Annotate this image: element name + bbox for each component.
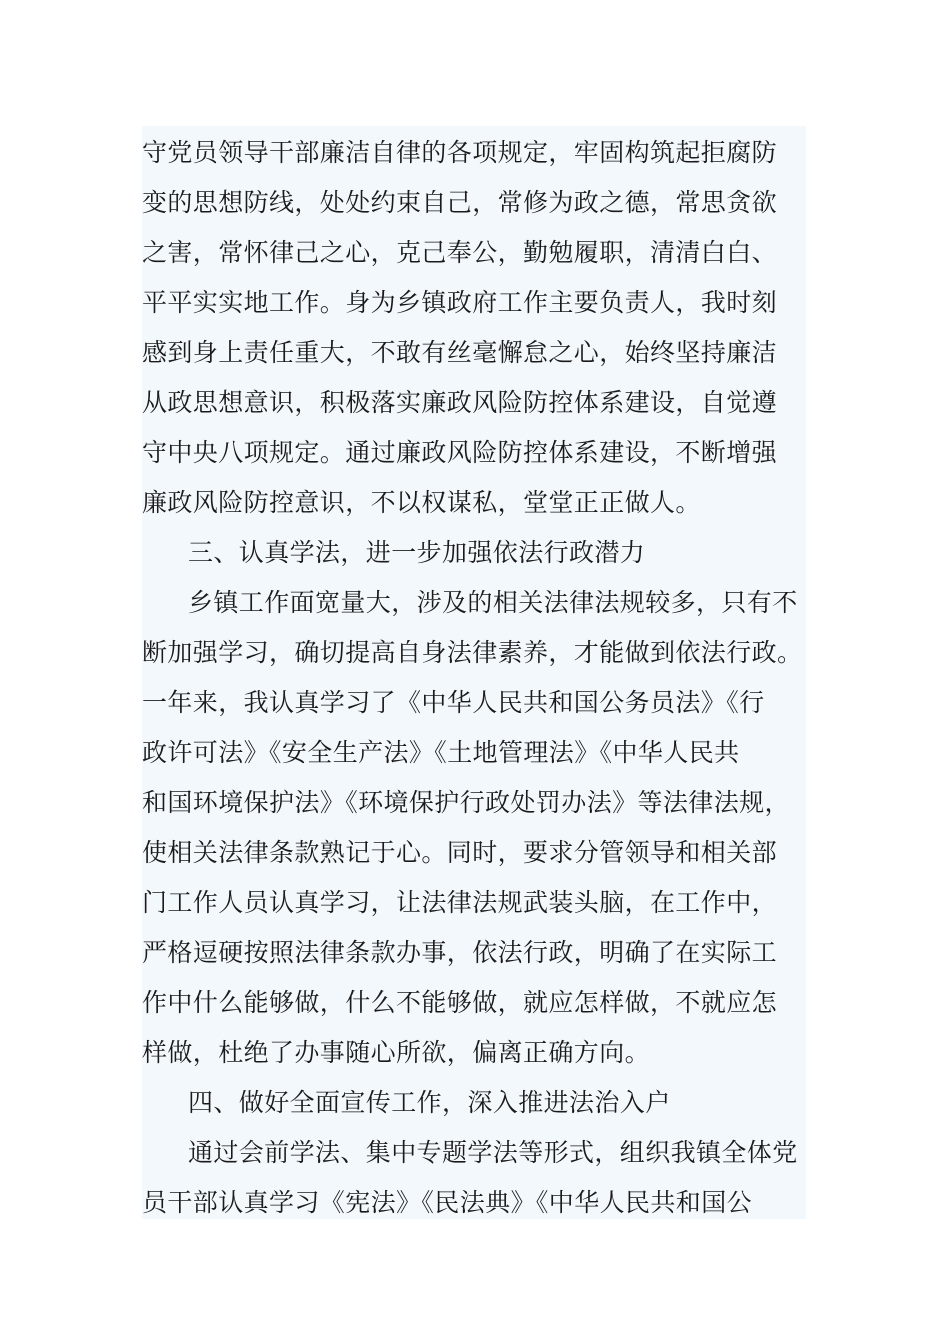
text-line: 乡镇工作面宽量大，涉及的相关法律法规较多，只有不 bbox=[188, 588, 798, 617]
text-line: 门工作人员认真学习，让法律法规武装头脑，在工作中， bbox=[142, 888, 778, 917]
text-line: 平平实实地工作。身为乡镇政府工作主要负责人，我时刻 bbox=[142, 288, 778, 317]
text-line: 一年来，我认真学习了《中华人民共和国公务员法》《行 bbox=[142, 688, 765, 717]
text-line: 廉政风险防控意识，不以权谋私，堂堂正正做人。 bbox=[142, 488, 701, 517]
text-line: 从政思想意识，积极落实廉政风险防控体系建设，自觉遵 bbox=[142, 388, 778, 417]
text-line: 守党员领导干部廉洁自律的各项规定，牢固构筑起拒腐防 bbox=[142, 138, 778, 167]
section-heading: 三、认真学法，进一步加强依法行政潜力 bbox=[188, 538, 646, 567]
text-line: 之害，常怀律己之心，克己奉公，勤勉履职，清清白白、 bbox=[142, 238, 778, 267]
text-line: 通过会前学法、集中专题学法等形式，组织我镇全体党 bbox=[188, 1138, 798, 1167]
text-line: 和国环境保护法》《环境保护行政处罚办法》等法律法规， bbox=[142, 788, 790, 817]
document-body bbox=[142, 126, 806, 1219]
text-line: 使相关法律条款熟记于心。同时，要求分管领导和相关部 bbox=[142, 838, 778, 867]
text-line: 断加强学习，确切提高自身法律素养，才能做到依法行政。 bbox=[142, 638, 803, 667]
text-line: 员干部认真学习《宪法》《民法典》《中华人民共和国公 bbox=[142, 1188, 753, 1217]
text-line: 政许可法》《安全生产法》《土地管理法》《中华人民共 bbox=[142, 738, 740, 767]
text-line: 感到身上责任重大，不敢有丝毫懈怠之心，始终坚持廉洁 bbox=[142, 338, 778, 367]
text-line: 样做，杜绝了办事随心所欲，偏离正确方向。 bbox=[142, 1038, 651, 1067]
section-heading: 四、做好全面宣传工作，深入推进法治入户 bbox=[188, 1088, 671, 1117]
text-line: 作中什么能够做，什么不能够做，就应怎样做，不就应怎 bbox=[142, 988, 778, 1017]
text-line: 严格逗硬按照法律条款办事，依法行政，明确了在实际工 bbox=[142, 938, 778, 967]
text-line: 守中央八项规定。通过廉政风险防控体系建设，不断增强 bbox=[142, 438, 778, 467]
text-line: 变的思想防线，处处约束自己，常修为政之德，常思贪欲 bbox=[142, 188, 778, 217]
